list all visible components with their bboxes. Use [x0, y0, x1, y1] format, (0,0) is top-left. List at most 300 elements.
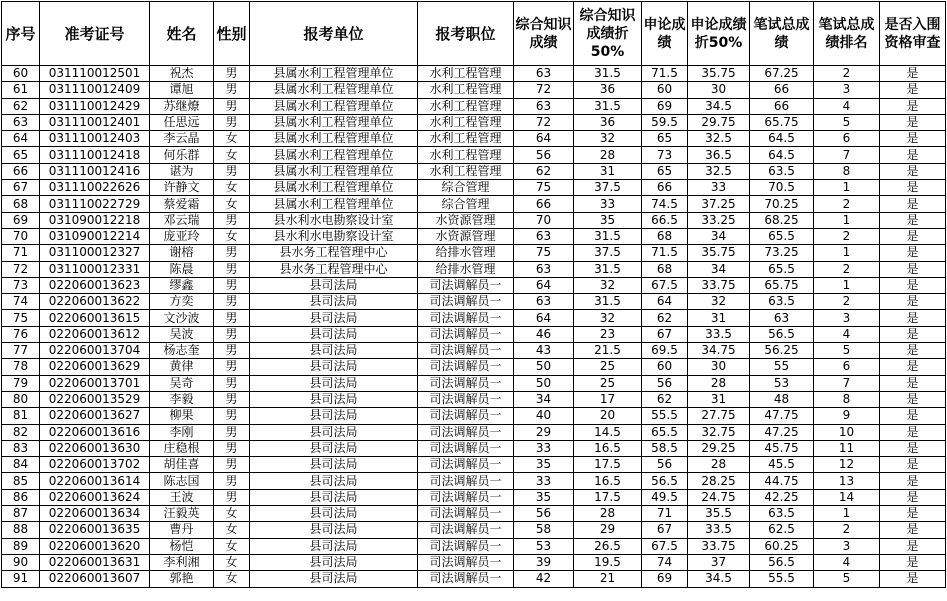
table-row	[2, 391, 946, 407]
cell-total-rank: 2	[814, 261, 880, 277]
cell-gender: 男	[214, 473, 250, 489]
cell-essay-50: 32	[688, 294, 750, 310]
cell-unit: 县司法局	[250, 375, 418, 391]
cell-seq: 61	[2, 82, 40, 98]
cell-essay-score: 68	[642, 261, 688, 277]
cell-essay-score: 58.5	[642, 440, 688, 456]
cell-seq: 66	[2, 163, 40, 179]
cell-knowledge-score: 63	[514, 294, 574, 310]
cell-position: 水利工程管理	[418, 66, 514, 82]
cell-position: 司法调解员一	[418, 506, 514, 522]
cell-seq: 74	[2, 294, 40, 310]
cell-total-rank: 1	[814, 245, 880, 261]
cell-name: 苏继燎	[150, 98, 214, 114]
cell-essay-score: 69	[642, 98, 688, 114]
cell-seq: 85	[2, 473, 40, 489]
cell-knowledge-50: 32	[574, 310, 642, 326]
cell-total-score: 47.75	[750, 408, 814, 424]
cell-name: 李刚	[150, 424, 214, 440]
cell-knowledge-score: 62	[514, 163, 574, 179]
cell-gender: 女	[214, 196, 250, 212]
cell-knowledge-50: 17.5	[574, 457, 642, 473]
cell-position: 水资源管理	[418, 212, 514, 228]
cell-gender: 女	[214, 228, 250, 244]
cell-gender: 女	[214, 571, 250, 587]
cell-position: 水利工程管理	[418, 114, 514, 130]
cell-exam-id: 031100012331	[40, 261, 150, 277]
cell-knowledge-50: 16.5	[574, 440, 642, 456]
cell-knowledge-50: 17.5	[574, 489, 642, 505]
cell-essay-50: 34	[688, 228, 750, 244]
cell-total-rank: 13	[814, 473, 880, 489]
cell-unit: 县水利水电勘察设计室	[250, 228, 418, 244]
cell-qualified: 是	[880, 66, 946, 82]
cell-essay-score: 74	[642, 554, 688, 570]
cell-total-rank: 7	[814, 147, 880, 163]
cell-exam-id: 022060013622	[40, 294, 150, 310]
cell-unit: 县司法局	[250, 457, 418, 473]
header-knowledge-score: 综合知识成绩	[514, 2, 574, 66]
cell-total-rank: 2	[814, 196, 880, 212]
cell-gender: 男	[214, 310, 250, 326]
cell-seq: 60	[2, 66, 40, 82]
cell-essay-score: 69.5	[642, 343, 688, 359]
cell-total-rank: 1	[814, 180, 880, 196]
cell-knowledge-50: 37.5	[574, 245, 642, 261]
cell-total-score: 63.5	[750, 294, 814, 310]
cell-knowledge-score: 75	[514, 180, 574, 196]
cell-name: 吴奇	[150, 375, 214, 391]
cell-essay-50: 28	[688, 457, 750, 473]
cell-essay-score: 65	[642, 163, 688, 179]
cell-name: 陈志国	[150, 473, 214, 489]
cell-position: 综合管理	[418, 180, 514, 196]
cell-total-score: 42.25	[750, 489, 814, 505]
cell-exam-id: 022060013623	[40, 277, 150, 293]
cell-seq: 64	[2, 131, 40, 147]
cell-knowledge-50: 17	[574, 391, 642, 407]
cell-gender: 女	[214, 506, 250, 522]
cell-gender: 女	[214, 538, 250, 554]
cell-qualified: 是	[880, 196, 946, 212]
table-row	[2, 261, 946, 277]
cell-exam-id: 022060013629	[40, 359, 150, 375]
cell-essay-score: 66.5	[642, 212, 688, 228]
cell-knowledge-score: 42	[514, 571, 574, 587]
table-row	[2, 114, 946, 130]
cell-name: 邓云瑞	[150, 212, 214, 228]
cell-qualified: 是	[880, 489, 946, 505]
cell-total-score: 55.5	[750, 571, 814, 587]
table-row	[2, 473, 946, 489]
cell-unit: 县司法局	[250, 343, 418, 359]
cell-knowledge-score: 29	[514, 424, 574, 440]
cell-essay-50: 33.5	[688, 326, 750, 342]
cell-gender: 男	[214, 212, 250, 228]
cell-total-score: 63.5	[750, 506, 814, 522]
cell-total-rank: 10	[814, 424, 880, 440]
cell-knowledge-score: 50	[514, 375, 574, 391]
cell-total-score: 66	[750, 82, 814, 98]
cell-essay-50: 33.75	[688, 277, 750, 293]
cell-exam-id: 031090012218	[40, 212, 150, 228]
cell-essay-score: 56	[642, 375, 688, 391]
cell-unit: 县司法局	[250, 571, 418, 587]
cell-qualified: 是	[880, 359, 946, 375]
cell-exam-id: 022060013627	[40, 408, 150, 424]
cell-seq: 70	[2, 228, 40, 244]
cell-name: 何乐群	[150, 147, 214, 163]
cell-essay-score: 71.5	[642, 245, 688, 261]
cell-position: 司法调解员一	[418, 326, 514, 342]
cell-essay-score: 66	[642, 180, 688, 196]
cell-position: 水利工程管理	[418, 98, 514, 114]
cell-exam-id: 022060013616	[40, 424, 150, 440]
cell-qualified: 是	[880, 131, 946, 147]
cell-essay-score: 65.5	[642, 424, 688, 440]
cell-name: 李毅	[150, 391, 214, 407]
cell-essay-score: 49.5	[642, 489, 688, 505]
table-row	[2, 408, 946, 424]
cell-knowledge-50: 31.5	[574, 66, 642, 82]
cell-qualified: 是	[880, 538, 946, 554]
cell-seq: 80	[2, 391, 40, 407]
cell-essay-50: 29.25	[688, 440, 750, 456]
cell-essay-50: 28	[688, 375, 750, 391]
cell-position: 水利工程管理	[418, 147, 514, 163]
cell-seq: 71	[2, 245, 40, 261]
cell-unit: 县属水利工程管理单位	[250, 180, 418, 196]
cell-unit: 县属水利工程管理单位	[250, 147, 418, 163]
table-row	[2, 440, 946, 456]
cell-knowledge-50: 32	[574, 277, 642, 293]
table-row	[2, 228, 946, 244]
cell-gender: 男	[214, 98, 250, 114]
cell-knowledge-50: 26.5	[574, 538, 642, 554]
cell-exam-id: 031090012214	[40, 228, 150, 244]
cell-gender: 男	[214, 82, 250, 98]
cell-total-score: 63.5	[750, 163, 814, 179]
table-row	[2, 131, 946, 147]
cell-knowledge-50: 35	[574, 212, 642, 228]
cell-essay-50: 33.5	[688, 522, 750, 538]
cell-total-rank: 4	[814, 326, 880, 342]
cell-exam-id: 022060013614	[40, 473, 150, 489]
cell-essay-50: 31	[688, 391, 750, 407]
cell-total-score: 56.5	[750, 326, 814, 342]
score-table	[1, 1, 946, 588]
cell-essay-score: 67	[642, 522, 688, 538]
cell-seq: 68	[2, 196, 40, 212]
cell-unit: 县司法局	[250, 506, 418, 522]
header-qualified: 是否入围资格审查	[880, 2, 946, 66]
cell-total-rank: 5	[814, 343, 880, 359]
cell-unit: 县属水利工程管理单位	[250, 98, 418, 114]
table-row	[2, 277, 946, 293]
header-seq: 序号	[2, 2, 40, 66]
cell-total-rank: 14	[814, 489, 880, 505]
table-row	[2, 538, 946, 554]
cell-position: 司法调解员一	[418, 457, 514, 473]
table-row	[2, 245, 946, 261]
cell-seq: 67	[2, 180, 40, 196]
cell-exam-id: 031110012409	[40, 82, 150, 98]
cell-knowledge-score: 58	[514, 522, 574, 538]
cell-gender: 男	[214, 457, 250, 473]
cell-essay-score: 71.5	[642, 66, 688, 82]
table-row	[2, 554, 946, 570]
cell-seq: 79	[2, 375, 40, 391]
cell-knowledge-50: 25	[574, 375, 642, 391]
cell-knowledge-score: 39	[514, 554, 574, 570]
cell-qualified: 是	[880, 440, 946, 456]
header-knowledge-50: 综合知识成绩折50%	[574, 2, 642, 66]
table-row	[2, 147, 946, 163]
cell-exam-id: 022060013701	[40, 375, 150, 391]
cell-total-score: 56.25	[750, 343, 814, 359]
cell-seq: 82	[2, 424, 40, 440]
cell-unit: 县司法局	[250, 440, 418, 456]
cell-knowledge-50: 31.5	[574, 98, 642, 114]
cell-total-score: 66	[750, 98, 814, 114]
cell-position: 司法调解员一	[418, 554, 514, 570]
cell-name: 谢榕	[150, 245, 214, 261]
cell-knowledge-score: 56	[514, 147, 574, 163]
table-row	[2, 98, 946, 114]
cell-position: 司法调解员一	[418, 375, 514, 391]
cell-seq: 83	[2, 440, 40, 456]
cell-unit: 县属水利工程管理单位	[250, 163, 418, 179]
cell-knowledge-50: 21.5	[574, 343, 642, 359]
cell-essay-50: 30	[688, 82, 750, 98]
header-essay-50: 申论成绩折50%	[688, 2, 750, 66]
cell-knowledge-50: 32	[574, 131, 642, 147]
table-row	[2, 457, 946, 473]
cell-total-score: 67.25	[750, 66, 814, 82]
cell-seq: 81	[2, 408, 40, 424]
cell-name: 李云晶	[150, 131, 214, 147]
cell-essay-50: 36.5	[688, 147, 750, 163]
cell-gender: 女	[214, 180, 250, 196]
cell-total-score: 62.5	[750, 522, 814, 538]
table-row	[2, 294, 946, 310]
cell-gender: 男	[214, 408, 250, 424]
cell-essay-50: 32.5	[688, 131, 750, 147]
cell-knowledge-50: 28	[574, 147, 642, 163]
cell-name: 吴波	[150, 326, 214, 342]
cell-seq: 88	[2, 522, 40, 538]
cell-total-rank: 1	[814, 506, 880, 522]
cell-total-score: 47.25	[750, 424, 814, 440]
header-gender: 性别	[214, 2, 250, 66]
cell-total-rank: 3	[814, 538, 880, 554]
cell-qualified: 是	[880, 391, 946, 407]
cell-exam-id: 022060013607	[40, 571, 150, 587]
cell-qualified: 是	[880, 408, 946, 424]
cell-unit: 县属水利工程管理单位	[250, 82, 418, 98]
cell-name: 文沙波	[150, 310, 214, 326]
cell-name: 王波	[150, 489, 214, 505]
cell-essay-50: 35.75	[688, 66, 750, 82]
cell-knowledge-50: 31.5	[574, 228, 642, 244]
cell-qualified: 是	[880, 212, 946, 228]
cell-gender: 男	[214, 114, 250, 130]
cell-exam-id: 022060013529	[40, 391, 150, 407]
cell-seq: 62	[2, 98, 40, 114]
cell-essay-score: 60	[642, 359, 688, 375]
cell-gender: 男	[214, 66, 250, 82]
cell-position: 司法调解员一	[418, 424, 514, 440]
cell-essay-50: 34.5	[688, 98, 750, 114]
cell-name: 杨恺	[150, 538, 214, 554]
cell-position: 给排水管理	[418, 261, 514, 277]
cell-name: 谌为	[150, 163, 214, 179]
cell-total-score: 70.5	[750, 180, 814, 196]
cell-position: 司法调解员一	[418, 310, 514, 326]
cell-seq: 69	[2, 212, 40, 228]
cell-position: 水资源管理	[418, 228, 514, 244]
cell-knowledge-50: 23	[574, 326, 642, 342]
cell-essay-50: 34	[688, 261, 750, 277]
cell-knowledge-50: 33	[574, 196, 642, 212]
cell-total-rank: 3	[814, 310, 880, 326]
cell-position: 水利工程管理	[418, 82, 514, 98]
cell-name: 郭艳	[150, 571, 214, 587]
cell-essay-50: 34.75	[688, 343, 750, 359]
cell-knowledge-score: 63	[514, 261, 574, 277]
cell-total-score: 45.75	[750, 440, 814, 456]
cell-total-rank: 6	[814, 131, 880, 147]
table-row	[2, 489, 946, 505]
cell-essay-score: 67.5	[642, 538, 688, 554]
cell-unit: 县司法局	[250, 522, 418, 538]
cell-position: 水利工程管理	[418, 163, 514, 179]
cell-knowledge-50: 37.5	[574, 180, 642, 196]
cell-qualified: 是	[880, 554, 946, 570]
cell-unit: 县司法局	[250, 473, 418, 489]
cell-qualified: 是	[880, 522, 946, 538]
cell-exam-id: 022060013634	[40, 506, 150, 522]
cell-qualified: 是	[880, 180, 946, 196]
cell-essay-50: 27.75	[688, 408, 750, 424]
header-total-rank: 笔试总成绩排名	[814, 2, 880, 66]
cell-unit: 县属水利工程管理单位	[250, 66, 418, 82]
cell-total-rank: 3	[814, 82, 880, 98]
cell-total-rank: 1	[814, 212, 880, 228]
cell-unit: 县水利水电勘察设计室	[250, 212, 418, 228]
cell-seq: 63	[2, 114, 40, 130]
cell-gender: 男	[214, 375, 250, 391]
cell-qualified: 是	[880, 294, 946, 310]
header-essay-score: 申论成绩	[642, 2, 688, 66]
cell-seq: 86	[2, 489, 40, 505]
table-row	[2, 522, 946, 538]
cell-essay-50: 32.75	[688, 424, 750, 440]
cell-total-score: 55	[750, 359, 814, 375]
cell-total-rank: 2	[814, 66, 880, 82]
cell-unit: 县属水利工程管理单位	[250, 114, 418, 130]
cell-knowledge-50: 31	[574, 163, 642, 179]
cell-essay-50: 29.75	[688, 114, 750, 130]
table-row	[2, 163, 946, 179]
table-row	[2, 180, 946, 196]
cell-gender: 女	[214, 131, 250, 147]
cell-essay-score: 69	[642, 571, 688, 587]
cell-knowledge-50: 28	[574, 506, 642, 522]
cell-knowledge-score: 64	[514, 277, 574, 293]
cell-position: 司法调解员一	[418, 571, 514, 587]
cell-total-rank: 6	[814, 359, 880, 375]
cell-total-rank: 4	[814, 554, 880, 570]
cell-knowledge-score: 63	[514, 228, 574, 244]
cell-total-rank: 2	[814, 522, 880, 538]
cell-qualified: 是	[880, 424, 946, 440]
cell-knowledge-50: 25	[574, 359, 642, 375]
cell-total-score: 70.25	[750, 196, 814, 212]
cell-exam-id: 022060013631	[40, 554, 150, 570]
table-row	[2, 66, 946, 82]
cell-unit: 县司法局	[250, 294, 418, 310]
cell-position: 综合管理	[418, 196, 514, 212]
cell-qualified: 是	[880, 571, 946, 587]
header-exam-id: 准考证号	[40, 2, 150, 66]
cell-exam-id: 022060013630	[40, 440, 150, 456]
cell-gender: 女	[214, 147, 250, 163]
cell-knowledge-score: 34	[514, 391, 574, 407]
cell-qualified: 是	[880, 245, 946, 261]
cell-exam-id: 022060013620	[40, 538, 150, 554]
cell-knowledge-50: 16.5	[574, 473, 642, 489]
cell-seq: 73	[2, 277, 40, 293]
cell-qualified: 是	[880, 375, 946, 391]
cell-exam-id: 031110022626	[40, 180, 150, 196]
cell-unit: 县水务工程管理中心	[250, 245, 418, 261]
cell-position: 司法调解员一	[418, 277, 514, 293]
cell-seq: 76	[2, 326, 40, 342]
cell-knowledge-score: 72	[514, 114, 574, 130]
cell-qualified: 是	[880, 228, 946, 244]
cell-essay-score: 60	[642, 82, 688, 98]
cell-total-score: 64.5	[750, 147, 814, 163]
table-row	[2, 359, 946, 375]
cell-essay-score: 55.5	[642, 408, 688, 424]
cell-total-rank: 4	[814, 98, 880, 114]
cell-exam-id: 031110012501	[40, 66, 150, 82]
cell-unit: 县司法局	[250, 359, 418, 375]
cell-essay-50: 37.25	[688, 196, 750, 212]
cell-name: 汪毅英	[150, 506, 214, 522]
cell-exam-id: 031110012418	[40, 147, 150, 163]
cell-qualified: 是	[880, 261, 946, 277]
cell-essay-50: 32.5	[688, 163, 750, 179]
cell-seq: 91	[2, 571, 40, 587]
cell-knowledge-50: 19.5	[574, 554, 642, 570]
cell-position: 司法调解员一	[418, 408, 514, 424]
header-unit: 报考单位	[250, 2, 418, 66]
cell-knowledge-score: 63	[514, 66, 574, 82]
cell-gender: 男	[214, 424, 250, 440]
cell-total-score: 68.25	[750, 212, 814, 228]
cell-total-score: 44.75	[750, 473, 814, 489]
cell-exam-id: 031100012327	[40, 245, 150, 261]
cell-qualified: 是	[880, 310, 946, 326]
cell-knowledge-50: 31.5	[574, 261, 642, 277]
cell-essay-50: 31	[688, 310, 750, 326]
cell-position: 司法调解员一	[418, 440, 514, 456]
cell-knowledge-50: 36	[574, 114, 642, 130]
cell-knowledge-score: 35	[514, 489, 574, 505]
cell-exam-id: 031110022729	[40, 196, 150, 212]
